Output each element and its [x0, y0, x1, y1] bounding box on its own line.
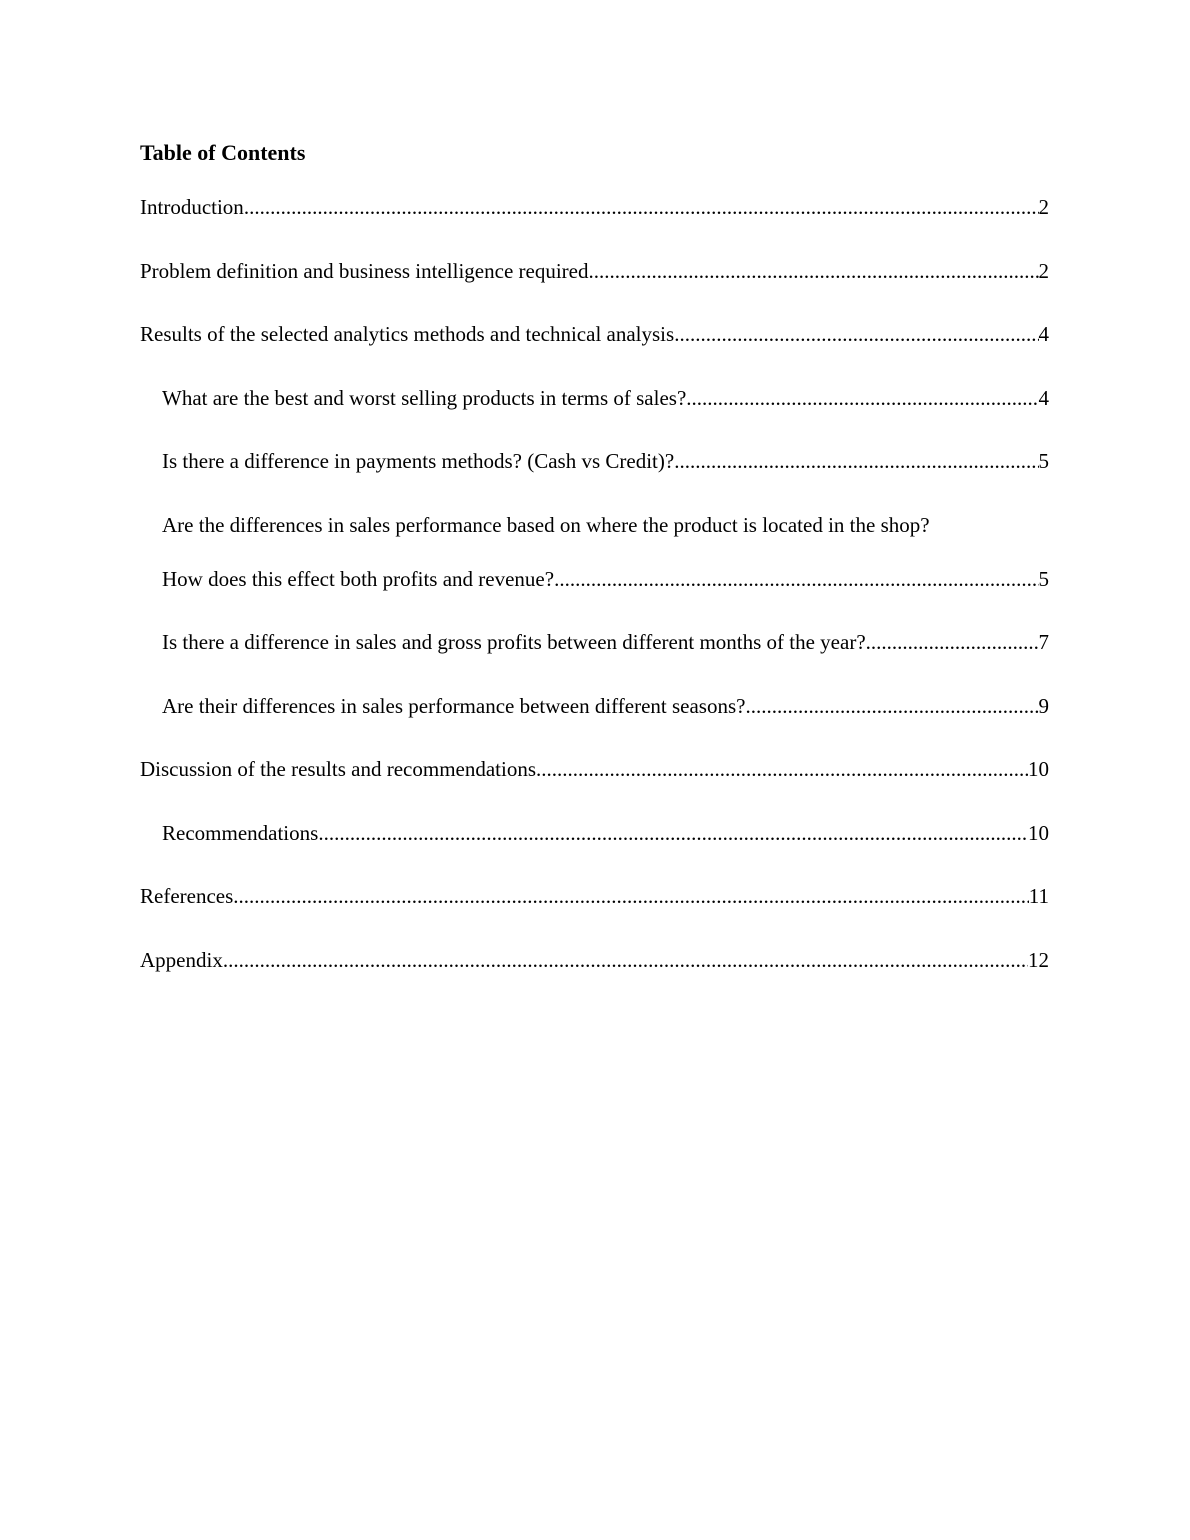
toc-leader-dots	[318, 818, 1028, 848]
toc-page-number: 9	[1038, 693, 1049, 718]
toc-entry-references[interactable]	[140, 881, 1049, 911]
toc-page-number: 10	[1028, 757, 1049, 781]
table-of-contents	[140, 138, 1049, 1008]
toc-entry-recommendations[interactable]	[140, 818, 1049, 848]
toc-entry-text: Introduction	[140, 195, 244, 219]
toc-leader-dots	[674, 319, 1038, 349]
toc-page-number: 10	[1028, 820, 1049, 845]
toc-page-number: 5	[1038, 449, 1049, 473]
toc-leader-dots	[223, 945, 1028, 975]
toc-entry-text: Is there a difference in payments methods? (Cash vs Credit)?	[162, 449, 675, 473]
toc-entry-text: Is there a difference in sales and gross profits between different months of the year?	[162, 630, 866, 654]
toc-entry-discussion[interactable]	[140, 754, 1049, 784]
toc-leader-dots	[686, 383, 1038, 413]
toc-entry-text: How does this effect both profits and revenue?	[162, 566, 555, 591]
toc-heading: Table of Contents	[140, 140, 306, 165]
toc-page-number: 4	[1038, 322, 1049, 346]
toc-entry-text: Are their differences in sales performance between different seasons?	[162, 693, 746, 718]
toc-entry-months[interactable]	[140, 627, 1049, 657]
toc-page-number: 2	[1038, 258, 1049, 283]
toc-leader-dots	[588, 256, 1038, 286]
toc-entry-payment-methods[interactable]	[140, 446, 1049, 476]
toc-entry-text: Recommendations	[162, 820, 319, 845]
toc-page-number: 11	[1028, 884, 1049, 908]
toc-entry-results[interactable]	[140, 319, 1049, 349]
toc-entry-text: Discussion of the results and recommendations	[140, 757, 537, 781]
toc-page-number: 5	[1038, 566, 1049, 591]
toc-leader-dots	[866, 627, 1039, 657]
toc-entry-text: Problem definition and business intelligence required	[140, 258, 589, 283]
toc-entry-problem-definition[interactable]	[140, 256, 1049, 286]
toc-entry-seasons[interactable]	[140, 691, 1049, 721]
toc-leader-dots	[244, 192, 1039, 222]
toc-entry-text: Results of the selected analytics methods and technical analysis	[140, 322, 675, 346]
toc-leader-dots	[233, 881, 1028, 911]
toc-entry-introduction[interactable]	[140, 192, 1049, 222]
toc-entry-text: Appendix	[140, 947, 223, 972]
toc-page-number: 12	[1028, 947, 1049, 972]
toc-leader-dots	[536, 754, 1028, 784]
toc-leader-dots	[554, 564, 1038, 594]
toc-leader-dots	[674, 446, 1038, 476]
toc-list	[140, 192, 1049, 975]
toc-entry-appendix[interactable]	[140, 945, 1049, 975]
toc-leader-dots	[745, 691, 1038, 721]
toc-page-number: 4	[1038, 385, 1049, 410]
toc-entry-text: References	[140, 884, 234, 908]
toc-entry-text-line1: Are the differences in sales performance based on where the product is located in the shop?	[162, 512, 930, 537]
toc-page-number: 7	[1038, 630, 1049, 654]
toc-page-number: 2	[1038, 195, 1049, 219]
toc-entry-product-location[interactable]	[140, 510, 1049, 594]
toc-entry-best-worst-products[interactable]	[140, 383, 1049, 413]
toc-entry-text: What are the best and worst selling products in terms of sales?	[162, 385, 687, 410]
